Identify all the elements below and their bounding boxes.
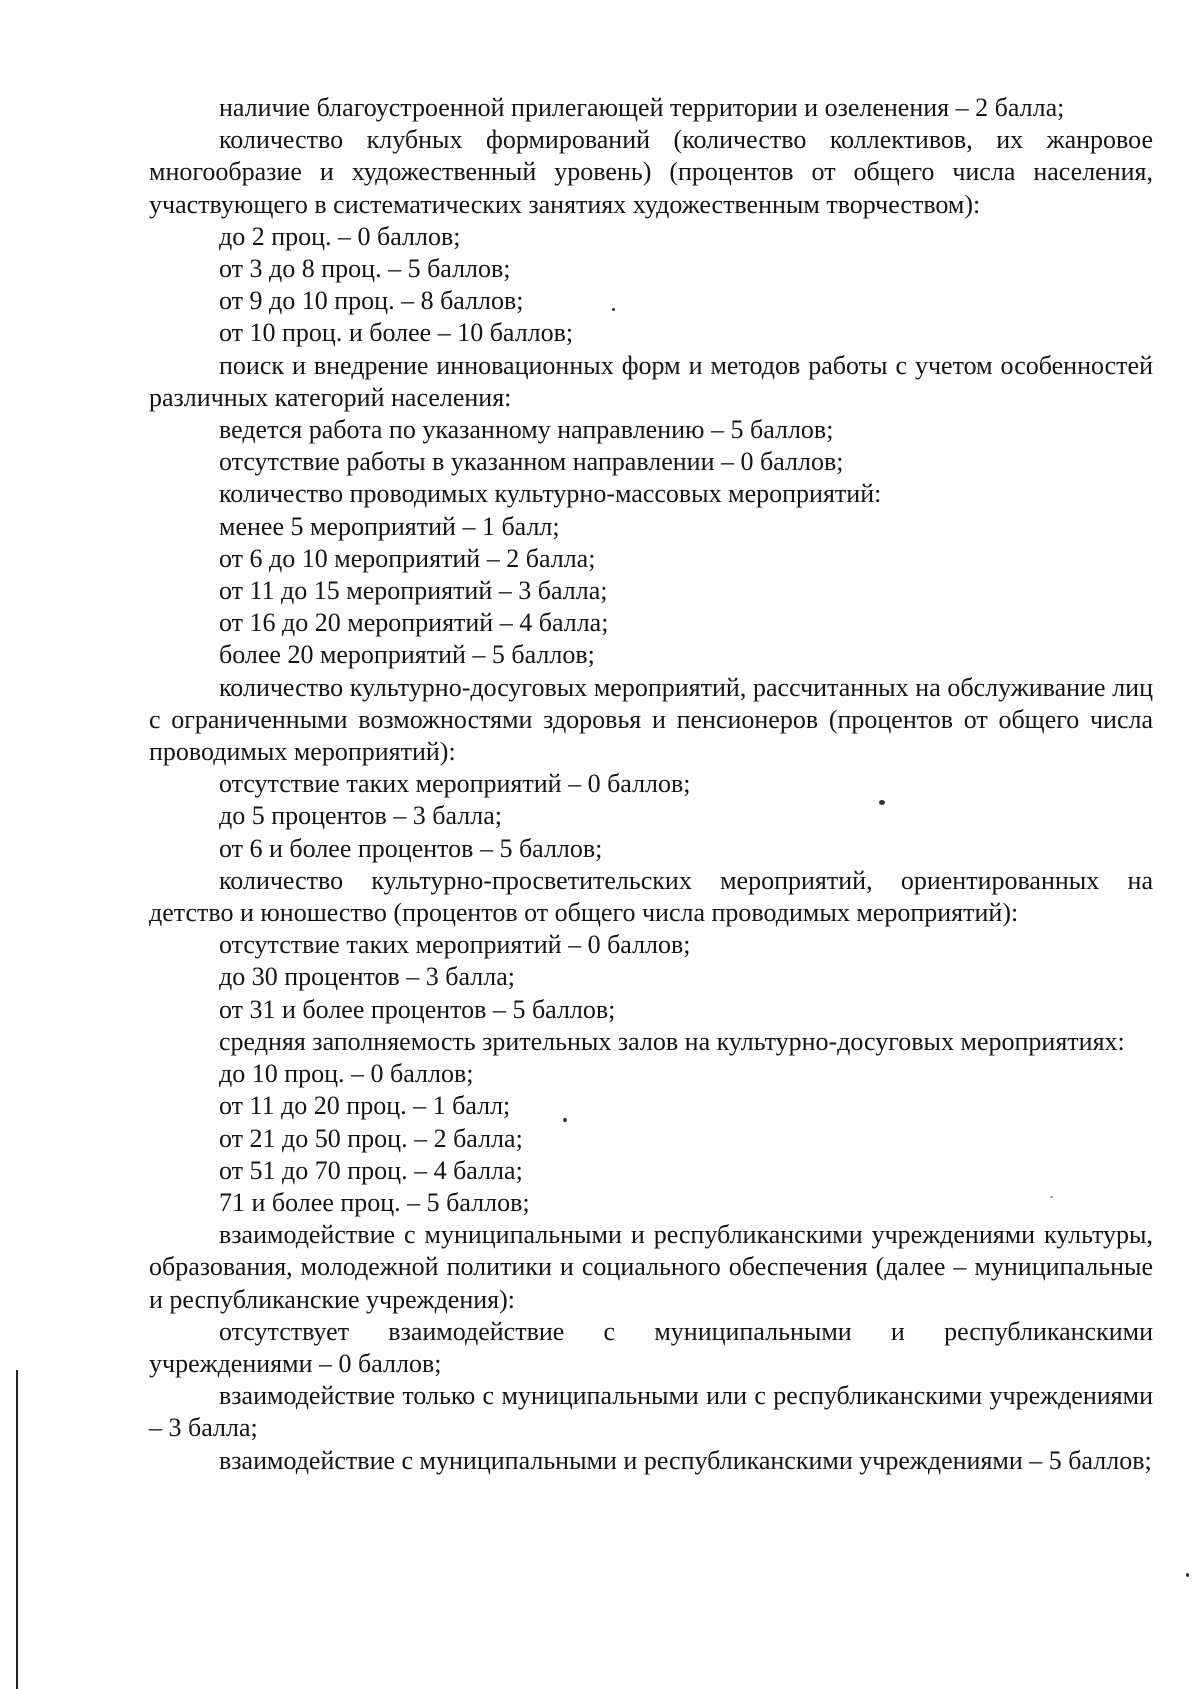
list-item: отсутствие таких мероприятий – 0 баллов; bbox=[219, 930, 691, 960]
list-item: более 20 мероприятий – 5 баллов; bbox=[219, 640, 595, 670]
list-item: от 11 до 20 проц. – 1 балл; bbox=[219, 1091, 511, 1121]
scan-edge-line bbox=[16, 1370, 18, 1689]
list-item: отсутствие работы в указанном направлении – 0 баллов; bbox=[219, 447, 844, 477]
list-item: до 5 процентов – 3 балла; bbox=[219, 801, 503, 831]
scan-speck bbox=[1050, 1196, 1053, 1198]
list-item: от 51 до 70 проц. – 4 балла; bbox=[219, 1155, 523, 1185]
paragraph-club-formations: количество клубных формирований (количество коллективов, их жанровое многообразие и художественный уровень) (процентов от общего числа населения, участвующего в систематических занятиях художественным творчеством): bbox=[149, 125, 1153, 219]
paragraph-interaction: взаимодействие с муниципальными и республиканскими учреждениями культуры, образования, молодежной политики и социального обеспечения (далее – муниципальные и республиканские учреждения): bbox=[149, 1220, 1153, 1314]
list-item: от 31 и более процентов – 5 баллов; bbox=[219, 994, 616, 1024]
list-item: отсутствует взаимодействие с муниципальными и республиканскими учреждениями – 0 баллов; bbox=[149, 1316, 1153, 1378]
list-item: от 16 до 20 мероприятий – 4 балла; bbox=[219, 608, 609, 638]
list-item: отсутствие таких мероприятий – 0 баллов; bbox=[219, 769, 691, 799]
list-item: взаимодействие только с муниципальными или с республиканскими учреждениями – 3 балла; bbox=[149, 1381, 1153, 1443]
scan-speck bbox=[612, 308, 615, 311]
paragraph-youth-events: количество культурно-просветительских мероприятий, ориентированных на детство и юношество (процентов от общего числа проводимых мероприятий): bbox=[149, 865, 1153, 928]
list-item: от 3 до 8 проц. – 5 баллов; bbox=[219, 254, 511, 284]
list-item: от 6 до 10 мероприятий – 2 балла; bbox=[219, 543, 596, 573]
paragraph-hall-occupancy: средняя заполняемость зрительных залов на культурно-досуговых мероприятиях: bbox=[219, 1026, 1125, 1056]
paragraph-mass-events: количество проводимых культурно-массовых мероприятий: bbox=[219, 479, 882, 509]
paragraph-innovation: поиск и внедрение инновационных форм и методов работы с учетом особенностей различных категорий населения: bbox=[149, 350, 1153, 412]
scan-speck bbox=[563, 1118, 567, 1122]
list-item: от 6 и более процентов – 5 баллов; bbox=[219, 833, 603, 863]
list-item: от 21 до 50 проц. – 2 балла; bbox=[219, 1123, 523, 1153]
list-item: 71 и более проц. – 5 баллов; bbox=[219, 1187, 530, 1217]
list-item: менее 5 мероприятий – 1 балл; bbox=[219, 511, 560, 541]
paragraph-disabled-pensioners: количество культурно-досуговых мероприятий, рассчитанных на обслуживание лиц с ограниченными возможностями здоровья и пенсионеров (процентов от общего числа проводимых мероприятий): bbox=[149, 672, 1153, 767]
document-body bbox=[149, 92, 1153, 1477]
list-item: от 11 до 15 мероприятий – 3 балла; bbox=[219, 576, 608, 606]
list-item: от 9 до 10 проц. – 8 баллов; bbox=[219, 286, 524, 316]
list-item: ведется работа по указанному направлению – 5 баллов; bbox=[219, 415, 834, 445]
scan-speck bbox=[1186, 1573, 1189, 1577]
paragraph-territory: наличие благоустроенной прилегающей территории и озеленения – 2 балла; bbox=[219, 93, 1065, 122]
list-item: до 30 процентов – 3 балла; bbox=[219, 962, 516, 992]
list-item: от 10 проц. и более – 10 баллов; bbox=[219, 318, 574, 348]
list-item: до 10 проц. – 0 баллов; bbox=[219, 1059, 474, 1089]
list-item: до 2 проц. – 0 баллов; bbox=[219, 221, 461, 251]
list-item: взаимодействие с муниципальными и республиканскими учреждениями – 5 баллов; bbox=[219, 1445, 1152, 1475]
scan-speck bbox=[879, 800, 885, 805]
